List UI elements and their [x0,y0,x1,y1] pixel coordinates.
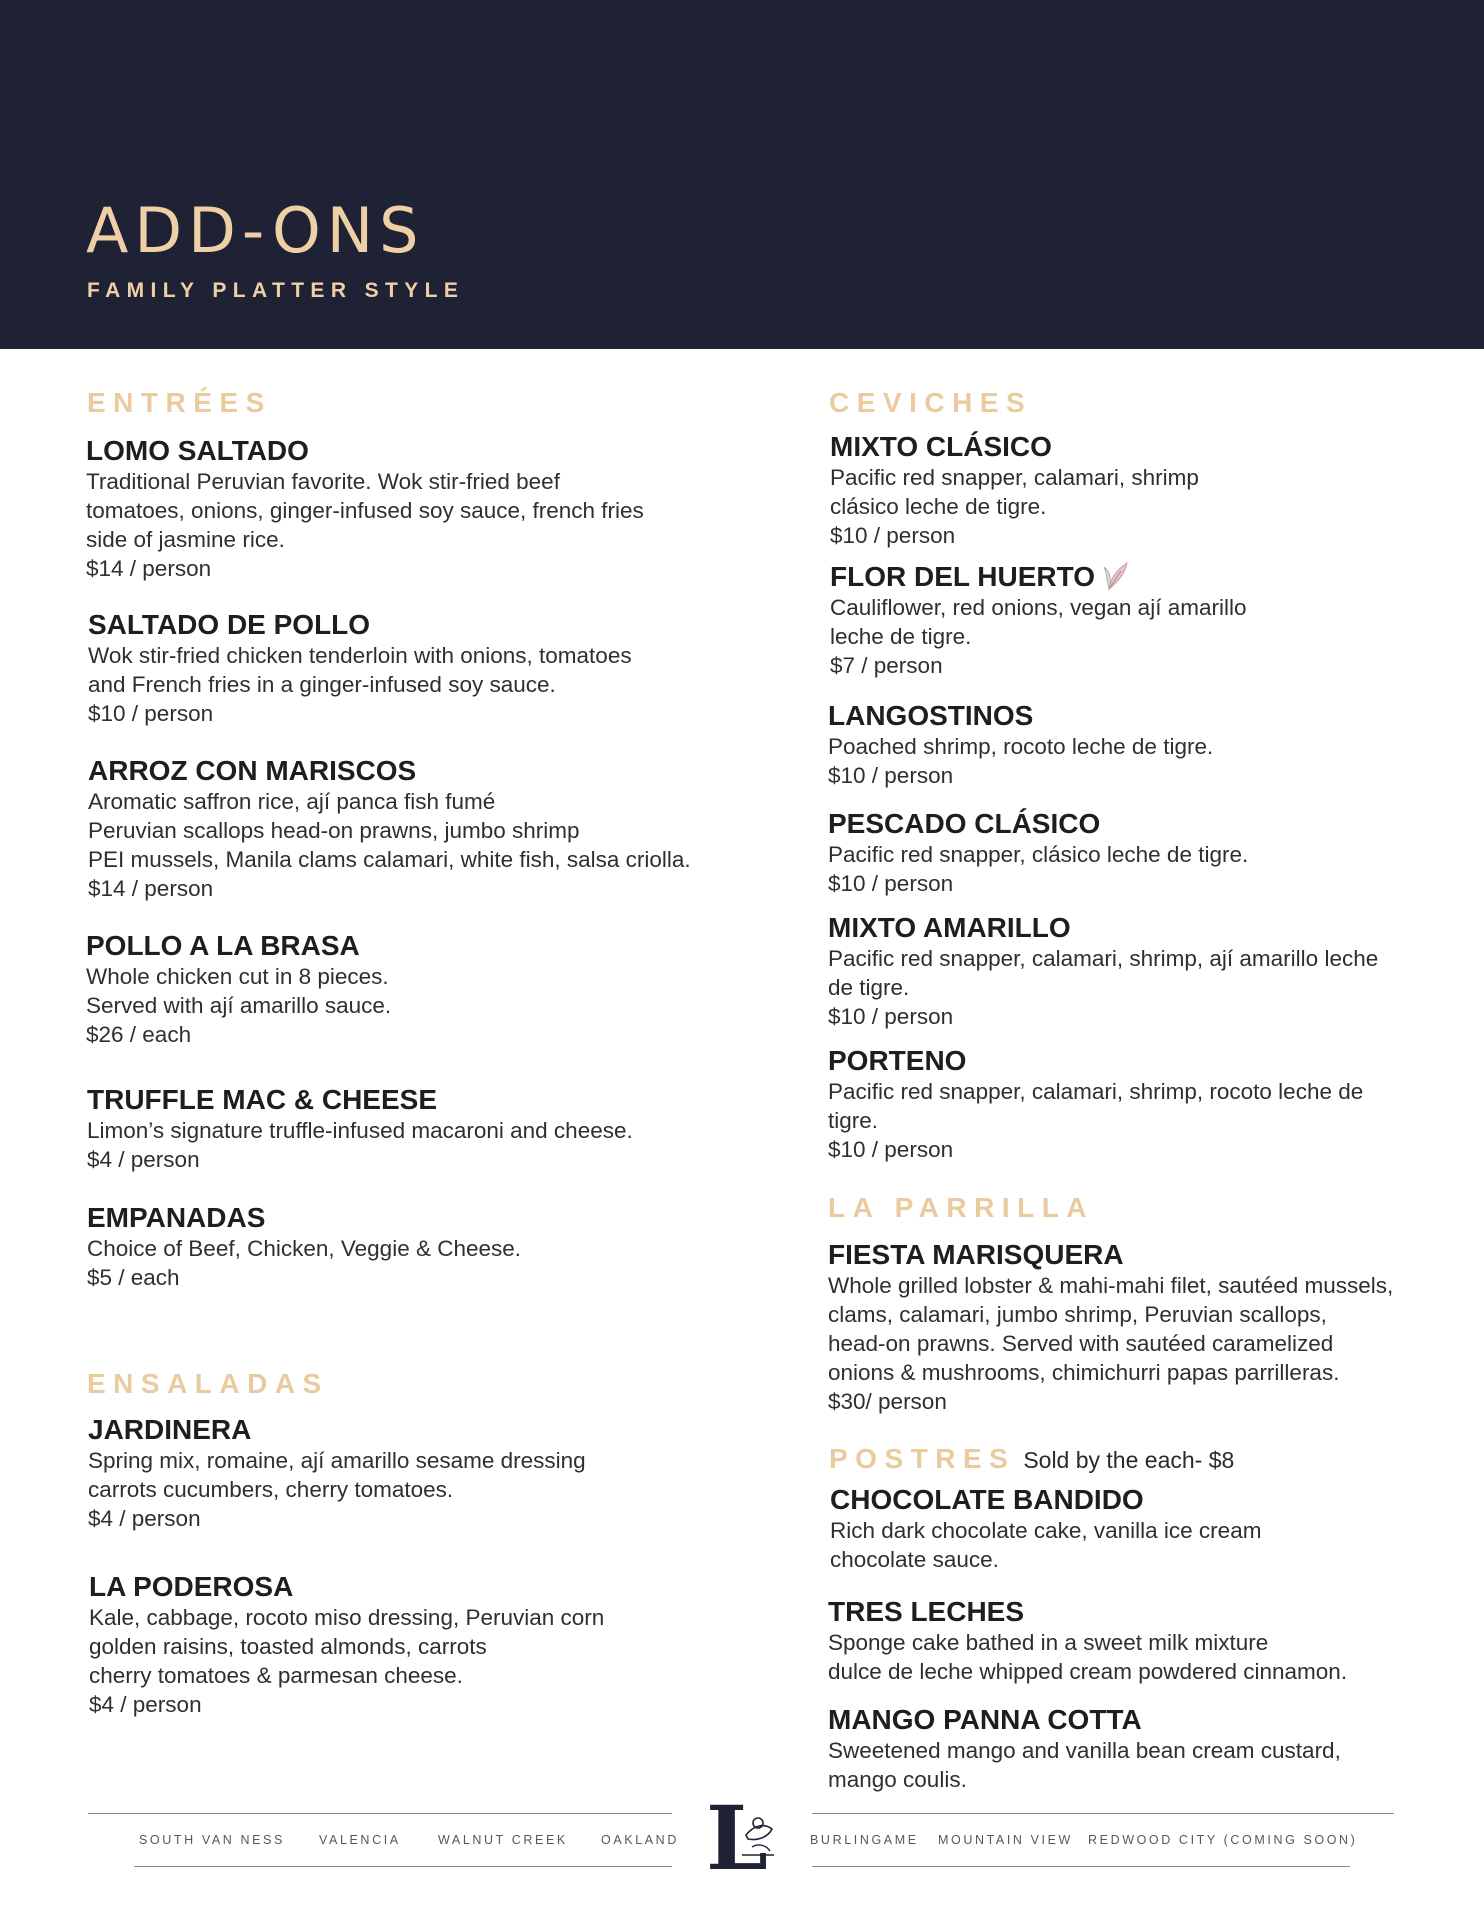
item-desc: Sponge cake bathed in a sweet milk mixture [828,1630,1269,1655]
item-desc: Kale, cabbage, rocoto miso dressing, Peruvian corn [89,1605,605,1630]
item-name: SALTADO DE POLLO [88,609,371,640]
item-desc: Spring mix, romaine, ají amarillo sesame dressing [88,1448,586,1473]
item-desc: head-on prawns. Served with sautéed caramelized [828,1331,1334,1356]
menu-item [828,1595,1347,1686]
item-desc: Aromatic saffron rice, ají panca fish fumé [88,789,496,814]
item-desc: tomatoes, onions, ginger-infused soy sauce, french fries [86,498,644,523]
item-name: FLOR DEL HUERTO [830,560,1095,592]
item-name: PORTENO [828,1045,967,1076]
item-desc: side of jasmine rice. [86,527,285,552]
item-price: $7 / person [830,653,943,678]
item-desc: tigre. [828,1108,879,1133]
item-name: LANGOSTINOS [828,700,1034,731]
item-desc: onions & mushrooms, chimichurri papas parrilleras. [828,1360,1340,1385]
section-heading-parrilla: LA PARRILLA [828,1192,1095,1223]
footer-location: OAKLAND [601,1833,679,1847]
footer-location: WALNUT CREEK [438,1833,568,1847]
item-desc: Rich dark chocolate cake, vanilla ice cream [830,1518,1262,1543]
item-name: ARROZ CON MARISCOS [88,755,417,786]
vegan-leaf-icon [1101,559,1135,593]
menu-item [828,699,1213,790]
item-price: $14 / person [86,556,212,581]
item-name: TRUFFLE MAC & CHEESE [87,1084,437,1115]
item-desc: Peruvian scallops head-on prawns, jumbo shrimp [88,818,580,843]
item-desc: mango coulis. [828,1767,967,1792]
menu-item [87,1083,633,1174]
item-price: $10 / person [88,701,214,726]
postres-price-note: Sold by the each- $8 [1023,1447,1235,1473]
item-desc: cherry tomatoes & parmesan cheese. [89,1663,463,1688]
section-heading-entrees: ENTRÉES [87,387,272,418]
brand-logo-letter: L [706,1795,768,1877]
item-name: CHOCOLATE BANDIDO [830,1484,1144,1515]
item-price: $26 / each [86,1022,192,1047]
item-price: $4 / person [89,1692,202,1717]
menu-item [88,754,691,903]
item-name: POLLO A LA BRASA [86,930,360,961]
section-heading-postres [829,1445,1234,1473]
item-price: $5 / each [87,1265,180,1290]
menu-item [88,608,632,728]
menu-item [828,1044,1363,1164]
menu-item [87,1201,521,1292]
item-name-row [830,559,1246,593]
footer-location: SOUTH VAN NESS [139,1833,285,1847]
item-name: FIESTA MARISQUERA [828,1239,1124,1270]
page-title: ADD-ONS [86,194,425,267]
item-name: MIXTO AMARILLO [828,912,1071,943]
postres-title: POSTRES [829,1443,1016,1474]
item-desc: Traditional Peruvian favorite. Wok stir-fried beef [86,469,560,494]
footer-divider [812,1866,1350,1867]
item-name: JARDINERA [88,1414,252,1445]
item-desc: golden raisins, toasted almonds, carrots [89,1634,487,1659]
item-desc: Pacific red snapper, calamari, shrimp, ají amarillo leche [828,946,1379,971]
menu-item [830,559,1246,680]
item-desc: Sweetened mango and vanilla bean cream custard, [828,1738,1341,1763]
item-desc: Cauliflower, red onions, vegan ají amarillo [830,595,1247,620]
item-name: EMPANADAS [87,1202,266,1233]
item-name: MIXTO CLÁSICO [830,431,1052,462]
item-desc: dulce de leche whipped cream powdered cinnamon. [828,1659,1348,1684]
item-desc: clams, calamari, jumbo shrimp, Peruvian scallops, [828,1302,1327,1327]
item-desc: PEI mussels, Manila clams calamari, white fish, salsa criolla. [88,847,691,872]
header-banner [0,0,1484,349]
item-desc: Wok stir-fried chicken tenderloin with onions, tomatoes [88,643,632,668]
menu-item [830,1483,1261,1574]
item-desc: Limon’s signature truffle-infused macaroni and cheese. [87,1118,633,1143]
footer-location: VALENCIA [319,1833,401,1847]
item-desc: Choice of Beef, Chicken, Veggie & Cheese. [87,1236,522,1261]
footer-location: BURLINGAME [810,1833,919,1847]
footer-divider [812,1813,1394,1814]
menu-item [828,911,1378,1031]
menu-item [89,1570,604,1719]
menu-item [86,929,391,1049]
item-desc: Pacific red snapper, calamari, shrimp, rocoto leche de [828,1079,1364,1104]
item-desc: de tigre. [828,975,910,1000]
menu-item [828,1703,1341,1794]
item-price: $4 / person [87,1147,200,1172]
page-subtitle: FAMILY PLATTER STYLE [87,279,465,302]
item-name: LOMO SALTADO [86,435,309,466]
item-desc: leche de tigre. [830,624,972,649]
item-price: $10 / person [830,523,956,548]
item-desc: Pacific red snapper, calamari, shrimp [830,465,1199,490]
item-price: $10 / person [828,1004,954,1029]
item-name: PESCADO CLÁSICO [828,808,1101,839]
menu-item [828,807,1248,898]
section-heading-ceviches: CEVICHES [829,387,1033,418]
item-desc: Whole grilled lobster & mahi-mahi filet, sautéed mussels, [828,1273,1394,1298]
item-desc: carrots cucumbers, cherry tomatoes. [88,1477,454,1502]
brand-logo [702,1795,782,1877]
footer-divider [134,1866,672,1867]
item-price: $10 / person [828,871,954,896]
item-desc: Poached shrimp, rocoto leche de tigre. [828,734,1214,759]
item-desc: Whole chicken cut in 8 pieces. [86,964,389,989]
item-desc: chocolate sauce. [830,1547,999,1572]
footer-location: REDWOOD CITY (COMING SOON) [1088,1833,1358,1847]
item-desc: Pacific red snapper, clásico leche de tigre. [828,842,1249,867]
item-name: MANGO PANNA COTTA [828,1704,1142,1735]
item-price: $10 / person [828,1137,954,1162]
item-price: $4 / person [88,1506,201,1531]
item-desc: Served with ají amarillo sauce. [86,993,392,1018]
item-price: $10 / person [828,763,954,788]
item-price: $14 / person [88,876,214,901]
item-price: $30/ person [828,1389,947,1414]
menu-item [830,430,1199,550]
item-desc: and French fries in a ginger-infused soy sauce. [88,672,556,697]
item-name: TRES LECHES [828,1596,1025,1627]
menu-item [86,434,644,583]
menu-item [88,1413,586,1533]
menu-item [828,1238,1393,1416]
item-name: LA PODEROSA [89,1571,294,1602]
footer-location: MOUNTAIN VIEW [938,1833,1073,1847]
footer-divider [88,1813,672,1814]
section-heading-ensaladas: ENSALADAS [87,1368,329,1399]
item-desc: clásico leche de tigre. [830,494,1047,519]
